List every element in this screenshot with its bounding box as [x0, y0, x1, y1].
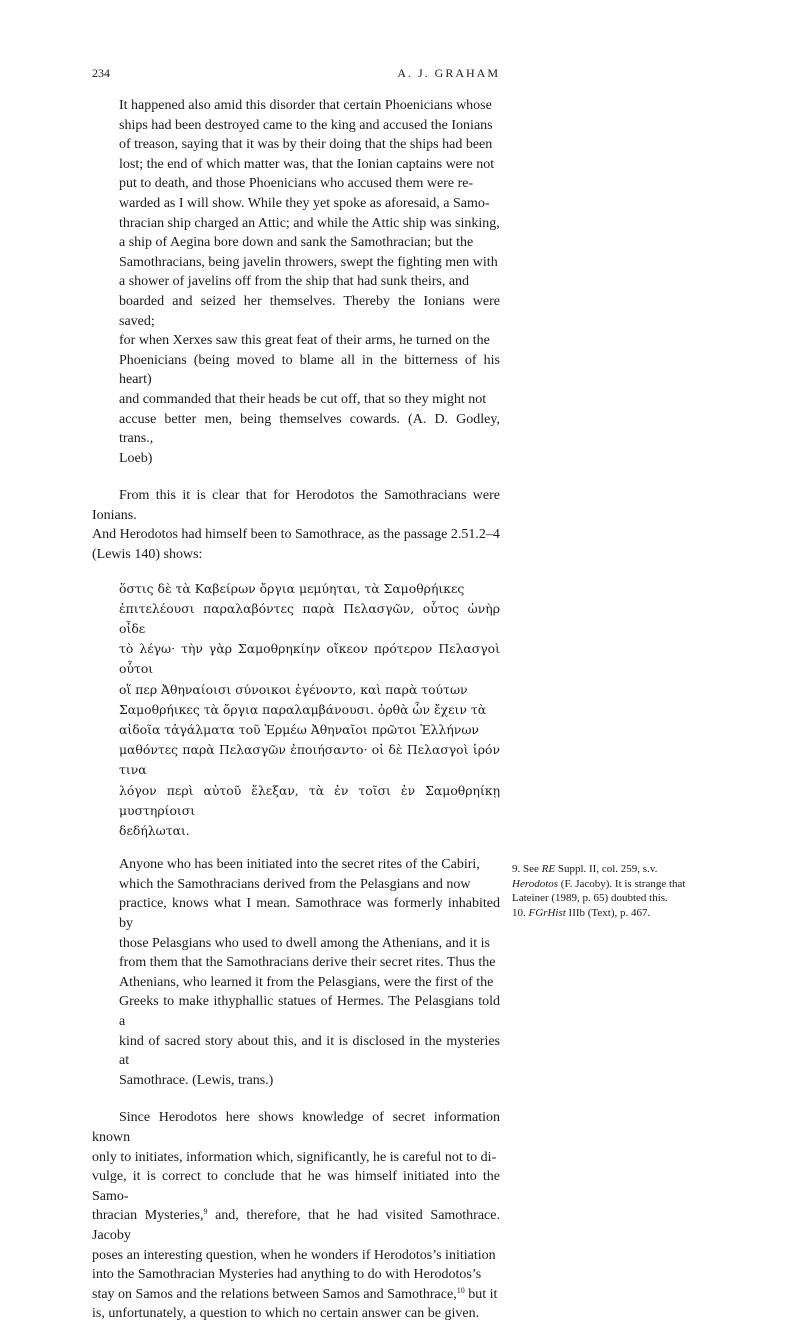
quote-line: for when Xerxes saw this great feat of their arms, he turned on the — [119, 333, 490, 349]
quote-line: Greeks to make ithyphallic statues of Hermes. The Pelasgians told a — [119, 994, 500, 1030]
greek-line: τὸ λέγω· τὴν γὰρ Σαμοθρηκίην οἴκεον πρότερον Πελασγοὶ οὗτοι — [119, 641, 500, 677]
greek-line: δεδήλωται. — [119, 823, 190, 839]
text-run-italic: RE — [541, 863, 556, 875]
paragraph-line: And Herodotos had himself been to Samothrace, as the passage 2.51.2–4 — [92, 527, 500, 543]
paragraph-line: is, unfortunately, a question to which no certain answer can be given. — [92, 1306, 480, 1322]
footnote-9 — [512, 862, 702, 906]
quote-line: warded as I will show. While they yet spoke as aforesaid, a Samo- — [119, 195, 490, 211]
footnote-line — [512, 877, 702, 892]
greek-line: ἐπιτελέουσι παραλαβόντες παρὰ Πελασγῶν, οὗτος ὡνὴρ οἶδε — [119, 600, 500, 637]
paragraph-line: (Lewis 140) shows: — [92, 547, 203, 563]
quote-line: lost; the end of which matter was, that the Ionian captains were not — [119, 156, 495, 172]
greek-line: ὅστις δὲ τὰ Καβείρων ὄργια μεμύηται, τὰ Σαμοθρήικες — [119, 580, 465, 596]
text-run: but it — [464, 1286, 498, 1302]
paragraph-line: Since Herodotos here shows knowledge of secret information known — [92, 1110, 500, 1146]
paragraph-herodotos-ionians — [92, 486, 500, 564]
greek-line: αἰδοῖα τἀγάλματα τοῦ Ἑρμέω Ἀθηναῖοι πρῶτοι Ἑλλήνων — [119, 722, 479, 738]
greek-line: οἵ περ Ἀθηναίοισι σύνοικοι ἐγένοντο, καὶ παρὰ τούτων — [119, 681, 468, 697]
quote-text — [119, 96, 500, 468]
footnote-10 — [512, 906, 702, 921]
paragraph-line: vulge, it is correct to conclude that he was himself initiated into the Samo- — [92, 1169, 500, 1204]
greek-line: λόγον περὶ αὐτοῦ ἔλεξαν, τὰ ἐν τοῖσι ἐν Σαμοθρηίκῃ μυστηρίοισι — [119, 782, 500, 818]
quote-line: It happened also amid this disorder that certain Phoenicians whose — [119, 98, 492, 113]
quote-line: of treason, saying that it was by their doing that the ships had been — [119, 137, 493, 153]
paragraph-line — [92, 1206, 500, 1245]
paragraph-line: poses an interesting question, when he wonders if Herodotos’s initiation — [92, 1247, 496, 1263]
text-run: IIIb (Text), p. 467. — [565, 906, 651, 919]
paragraph-line: into the Samothracian Mysteries had anything to do with Herodotos’s — [92, 1267, 482, 1283]
quote-line: a shower of javelins off from the ship that had sunk theirs, and — [119, 274, 470, 290]
quote-line: thracian ship charged an Attic; and while the Attic ship was sinking, — [119, 215, 500, 231]
running-head-author: A. J. GRAHAM — [397, 66, 500, 80]
text-run: and, therefore, that he had visited Samothrace. Jacoby — [92, 1208, 500, 1243]
greek-line: Σαμοθρήικες τὰ ὄργια παραλαμβάνουσι. ὀρθὰ ὦν ἔχειν τὰ — [119, 701, 487, 717]
paragraph-initiation — [92, 1108, 500, 1324]
greek-line: μαθόντες παρὰ Πελασγῶν ἐποιήσαντο· οἱ δὲ Πελασγοὶ ἱρόν τινα — [119, 742, 500, 778]
footnote-ref-10[interactable]: 10 — [456, 1285, 465, 1295]
page-number: 234 — [92, 66, 110, 80]
quote-line: those Pelasgians who used to dwell among the Athenians, and it is — [119, 935, 490, 951]
text-run: stay on Samos and the relations between Samos and Samothrace, — [92, 1286, 457, 1302]
block-quote-godley — [119, 96, 500, 468]
text-run-italic: Herodotos — [512, 877, 559, 890]
quote-line: which the Samothracians derived from the Pelasgians and now — [119, 876, 471, 892]
side-footnotes — [512, 862, 702, 920]
footnote-ref-9[interactable]: 9 — [203, 1207, 208, 1217]
quote-line: accuse better men, being themselves cowards. (A. D. Godley, trans., — [119, 411, 500, 447]
quote-line: Samothracians, being javelin throwers, swept the fighting men with — [119, 254, 498, 270]
text-run: (F. Jacoby). It is strange that — [558, 877, 686, 890]
paragraph-line — [92, 1285, 500, 1305]
running-header — [92, 66, 500, 82]
quote-line: Athenians, who learned it from the Pelasgians, were the first of the — [119, 974, 494, 990]
text-run: Suppl. II, col. 259, s.v. — [555, 863, 658, 875]
main-text-column — [92, 96, 500, 1324]
footnote-line — [512, 862, 702, 877]
quote-line: from them that the Samothracians derive their secret rites. Thus the — [119, 955, 496, 971]
quote-line: Samothrace. (Lewis, trans.) — [119, 1072, 274, 1088]
text-run: 9. See — [512, 863, 542, 875]
block-quote-lewis — [119, 855, 500, 1090]
quote-line: a ship of Aegina bore down and sank the Samothracian; but the — [119, 235, 474, 251]
footnote-line: Lateiner (1989, p. 65) doubted this. — [512, 892, 668, 904]
quote-line: Loeb) — [119, 450, 153, 466]
quote-line: Phoenicians (being moved to blame all in the bitterness of his heart) — [119, 352, 500, 388]
paragraph-line: only to initiates, information which, significantly, he is careful not to di- — [92, 1149, 497, 1165]
paragraph-line: From this it is clear that for Herodotos the Samothracians were Ionians. — [92, 488, 500, 523]
text-run: 10. — [512, 906, 529, 919]
quote-line: Anyone who has been initiated into the secret rites of the Cabiri, — [119, 857, 480, 873]
footnote-line — [512, 906, 702, 921]
text-run: thracian Mysteries, — [92, 1208, 204, 1224]
greek-quotation — [119, 579, 500, 842]
text-run-italic: FGrHist — [528, 906, 566, 919]
quote-line: put to death, and those Phoenicians who accused them were re- — [119, 176, 474, 192]
quote-line: and commanded that their heads be cut off, that so they might not — [119, 391, 487, 407]
quote-line: kind of sacred story about this, and it is disclosed in the mysteries at — [119, 1033, 500, 1069]
quote-line: practice, knows what I mean. Samothrace was formerly inhabited by — [119, 896, 500, 932]
quote-line: boarded and seized her themselves. Thereby the Ionians were saved; — [119, 293, 500, 329]
quote-line: ships had been destroyed came to the king and accused the Ionians — [119, 117, 493, 133]
